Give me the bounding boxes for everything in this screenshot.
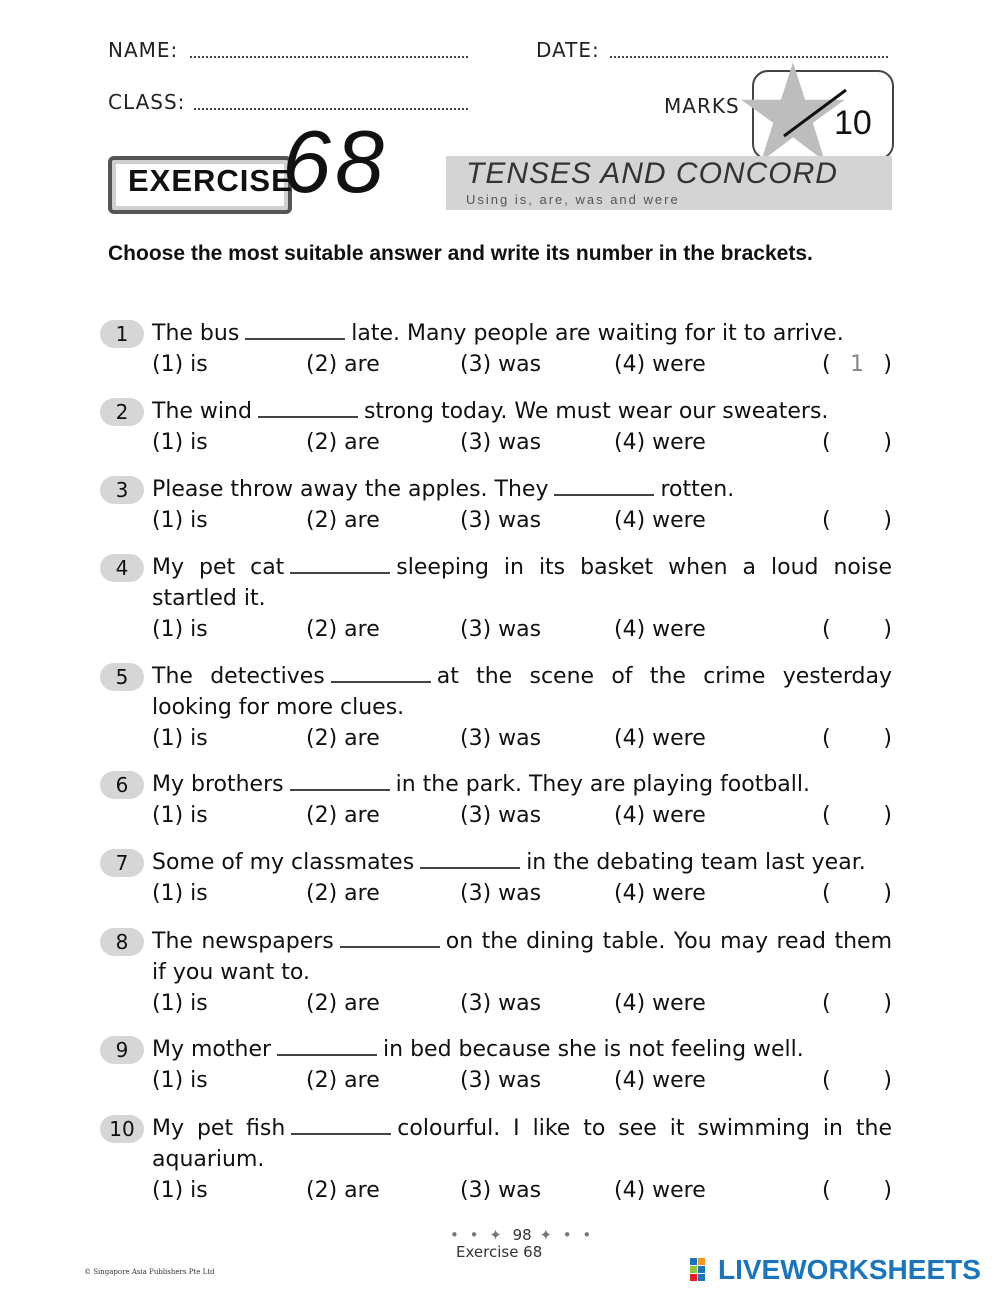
date-field[interactable] <box>610 42 888 58</box>
question-text-after: colourful. I like to see it swimming in the aquarium. <box>152 1116 892 1172</box>
instruction: Choose the most suitable answer and write its number in the brackets. <box>108 242 813 265</box>
options-row <box>152 988 892 1019</box>
date-label: DATE: <box>536 38 600 62</box>
name-label: NAME: <box>108 38 179 62</box>
answer-bracket[interactable] <box>822 800 892 831</box>
option-4: (4) were <box>614 881 706 906</box>
option-4: (4) were <box>614 726 706 751</box>
option-1: (1) is <box>152 726 208 751</box>
option-4: (4) were <box>614 352 706 377</box>
marks-label: MARKS <box>664 94 740 118</box>
marks-total: 10 <box>834 104 872 142</box>
bracket-close: ) <box>883 430 892 455</box>
option-3: (3) was <box>460 1178 542 1203</box>
question-text-before: The detectives <box>152 664 325 689</box>
option-1: (1) is <box>152 508 208 533</box>
option-1: (1) is <box>152 881 208 906</box>
bracket-close: ) <box>883 991 892 1016</box>
question-text <box>152 318 892 349</box>
question-text <box>152 1113 892 1175</box>
question-text-before: The newspapers <box>152 929 334 954</box>
options-row <box>152 723 892 754</box>
question-number: 2 <box>100 398 144 426</box>
answer-blank[interactable] <box>277 1034 377 1056</box>
answer-blank[interactable] <box>420 847 520 869</box>
option-4: (4) were <box>614 803 706 828</box>
option-2: (2) are <box>306 726 380 751</box>
option-2: (2) are <box>306 617 380 642</box>
options-row <box>152 800 892 831</box>
option-2: (2) are <box>306 352 380 377</box>
answer-bracket[interactable] <box>822 1175 892 1206</box>
option-1: (1) is <box>152 1178 208 1203</box>
bracket-close: ) <box>883 617 892 642</box>
question-text-after: at the scene of the crime yesterday looking for more clues. <box>152 664 893 720</box>
answer-blank[interactable] <box>554 474 654 496</box>
answer-blank[interactable] <box>291 1113 391 1135</box>
question-text-before: The wind <box>152 399 252 424</box>
bracket-close: ) <box>883 352 892 377</box>
option-2: (2) are <box>306 881 380 906</box>
options-row <box>152 505 892 536</box>
question-number: 1 <box>100 320 144 348</box>
bracket-open: ( <box>822 508 831 533</box>
option-3: (3) was <box>460 1068 542 1093</box>
bracket-open: ( <box>822 991 831 1016</box>
question-text-before: My mother <box>152 1037 272 1062</box>
option-1: (1) is <box>152 617 208 642</box>
question-number: 10 <box>100 1115 144 1143</box>
exercise-number: 68 <box>282 112 388 211</box>
question-text <box>152 661 892 723</box>
answer-bracket[interactable] <box>822 723 892 754</box>
question-number: 8 <box>100 928 144 956</box>
question-text-after: in the debating team last year. <box>526 850 866 875</box>
question-text <box>152 769 892 800</box>
page-number: • • ✦ 98 ✦ • • <box>450 1226 595 1244</box>
liveworksheets-logo-icon <box>690 1258 714 1282</box>
option-3: (3) was <box>460 726 542 751</box>
option-3: (3) was <box>460 803 542 828</box>
question-text-after: strong today. We must wear our sweaters. <box>363 399 829 424</box>
question-text-after: in the park. They are playing football. <box>395 772 811 797</box>
question-text <box>152 847 892 878</box>
option-1: (1) is <box>152 1068 208 1093</box>
bracket-open: ( <box>822 803 831 828</box>
option-3: (3) was <box>460 991 542 1016</box>
question-text-before: My pet cat <box>152 555 285 580</box>
options-row <box>152 349 892 380</box>
question-text-before: My pet fish <box>152 1116 286 1141</box>
bracket-close: ) <box>883 881 892 906</box>
question-text-after: late. Many people are waiting for it to arrive. <box>351 321 844 346</box>
answer-bracket[interactable] <box>822 349 892 380</box>
answer-blank[interactable] <box>331 661 431 683</box>
page-number-value: 98 <box>512 1226 532 1244</box>
options-row <box>152 1175 892 1206</box>
option-2: (2) are <box>306 1178 380 1203</box>
name-field[interactable] <box>190 42 468 58</box>
answer-bracket[interactable] <box>822 614 892 645</box>
option-2: (2) are <box>306 1068 380 1093</box>
answer-blank[interactable] <box>290 552 390 574</box>
topic-title: TENSES AND CONCORD <box>466 157 838 190</box>
option-1: (1) is <box>152 991 208 1016</box>
question-text <box>152 396 892 427</box>
answer-bracket[interactable] <box>822 878 892 909</box>
question-text <box>152 552 892 614</box>
bracket-close: ) <box>883 1178 892 1203</box>
options-row <box>152 427 892 458</box>
question-number: 7 <box>100 849 144 877</box>
answer-blank[interactable] <box>290 769 390 791</box>
answer-blank[interactable] <box>258 396 358 418</box>
bracket-open: ( <box>822 726 831 751</box>
answer-value[interactable]: 1 <box>850 352 864 377</box>
option-4: (4) were <box>614 430 706 455</box>
copyright: © Singapore Asia Publishers Pte Ltd <box>84 1268 215 1276</box>
option-4: (4) were <box>614 991 706 1016</box>
bracket-open: ( <box>822 352 831 377</box>
class-field[interactable] <box>194 94 468 110</box>
answer-bracket[interactable] <box>822 427 892 458</box>
option-2: (2) are <box>306 803 380 828</box>
question-text-before: My brothers <box>152 772 284 797</box>
bracket-open: ( <box>822 1178 831 1203</box>
option-1: (1) is <box>152 803 208 828</box>
bracket-open: ( <box>822 881 831 906</box>
option-3: (3) was <box>460 352 542 377</box>
options-row <box>152 878 892 909</box>
option-3: (3) was <box>460 617 542 642</box>
bracket-open: ( <box>822 430 831 455</box>
option-3: (3) was <box>460 508 542 533</box>
topic-subtitle: Using is, are, was and were <box>466 192 680 207</box>
option-4: (4) were <box>614 1178 706 1203</box>
answer-blank[interactable] <box>245 318 345 340</box>
exercise-word: EXERCISE <box>128 163 293 198</box>
options-row <box>152 1065 892 1096</box>
question-text-after: rotten. <box>660 477 735 502</box>
bracket-close: ) <box>883 803 892 828</box>
question-text <box>152 1034 892 1065</box>
question-text-after: in bed because she is not feeling well. <box>383 1037 804 1062</box>
answer-bracket[interactable] <box>822 1065 892 1096</box>
bracket-close: ) <box>883 726 892 751</box>
option-4: (4) were <box>614 1068 706 1093</box>
answer-bracket[interactable] <box>822 988 892 1019</box>
question-text <box>152 474 892 505</box>
option-1: (1) is <box>152 352 208 377</box>
question-text-after: sleeping in its basket when a loud noise startled it. <box>152 555 892 611</box>
bracket-close: ) <box>883 1068 892 1093</box>
option-2: (2) are <box>306 430 380 455</box>
bracket-open: ( <box>822 1068 831 1093</box>
option-1: (1) is <box>152 430 208 455</box>
footer-exercise-label: Exercise 68 <box>456 1243 543 1261</box>
answer-bracket[interactable] <box>822 505 892 536</box>
bracket-open: ( <box>822 617 831 642</box>
question-text-after: on the dining table. You may read them if you want to. <box>152 929 892 985</box>
liveworksheets-brand[interactable]: LIVEWORKSHEETS <box>718 1254 981 1285</box>
question-number: 3 <box>100 476 144 504</box>
option-3: (3) was <box>460 430 542 455</box>
question-text-before: Some of my classmates <box>152 850 415 875</box>
option-4: (4) were <box>614 617 706 642</box>
question-number: 6 <box>100 771 144 799</box>
option-4: (4) were <box>614 508 706 533</box>
bracket-close: ) <box>883 508 892 533</box>
question-number: 5 <box>100 663 144 691</box>
option-2: (2) are <box>306 508 380 533</box>
question-text-before: Please throw away the apples. They <box>152 477 549 502</box>
option-3: (3) was <box>460 881 542 906</box>
class-label: CLASS: <box>108 90 186 114</box>
option-2: (2) are <box>306 991 380 1016</box>
answer-blank[interactable] <box>340 926 440 948</box>
question-text <box>152 926 892 988</box>
options-row <box>152 614 892 645</box>
question-number: 4 <box>100 554 144 582</box>
question-text-before: The bus <box>152 321 240 346</box>
question-number: 9 <box>100 1036 144 1064</box>
